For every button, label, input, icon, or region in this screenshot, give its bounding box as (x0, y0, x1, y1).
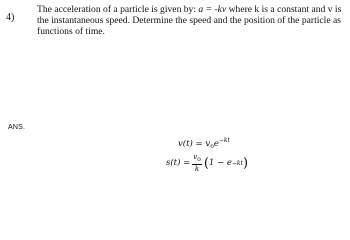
position-inner: 1 − e (208, 158, 232, 168)
question-text (37, 4, 345, 38)
velocity-equation (178, 137, 230, 150)
question-formula: a = -kv (198, 4, 227, 15)
answer-label: ANS. (8, 124, 26, 131)
fraction-numerator-v: v (193, 153, 198, 161)
question-text-part2: where k is a constant and v is the instantaneous speed. Determine the speed and the position of the particle as functions of time. (37, 4, 342, 38)
open-paren: ( (203, 155, 209, 171)
fraction-numerator-sub: o (197, 156, 201, 163)
velocity-subscript: o (210, 143, 214, 150)
question-block (0, 4, 350, 44)
question-text-part1: The acceleration of a particle is given by: (37, 4, 199, 15)
position-fraction (192, 153, 202, 173)
question-number: 4) (6, 12, 15, 23)
fraction-denominator: k (194, 165, 200, 173)
position-equation (166, 153, 248, 173)
position-inner-exponent: −kt (231, 159, 243, 167)
velocity-lhs: v(t) = v (178, 139, 211, 149)
velocity-exp-base: e (213, 139, 219, 149)
fraction-numerator (192, 153, 202, 165)
close-paren: ) (242, 155, 249, 171)
position-lhs: s(t) = (166, 158, 191, 168)
velocity-exponent: −kt (218, 137, 230, 144)
